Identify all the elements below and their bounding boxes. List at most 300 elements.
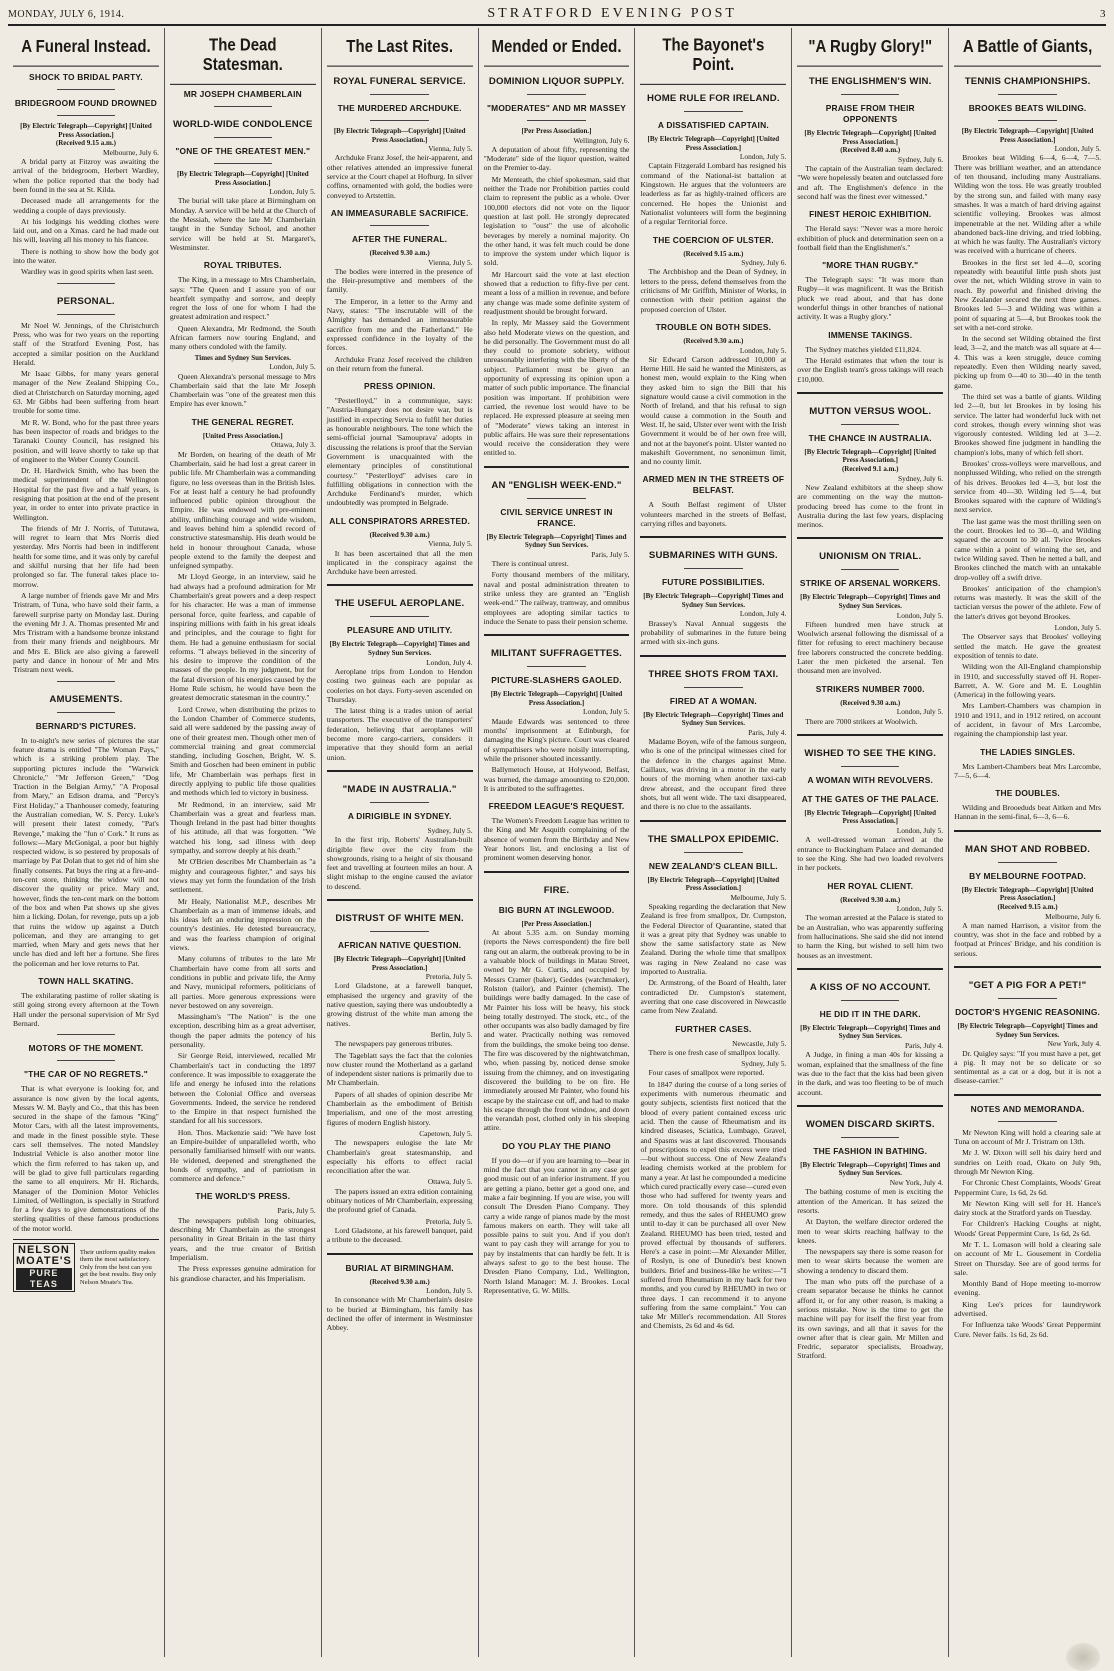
subheading: MILITANT SUFFRAGETTES.	[490, 648, 623, 660]
article-paragraph: Mr R. W. Bond, who for the past three years has been inspector of roads and bridges to the Taranaki County Council, has resigned his position, and will leave shortly to take up that of engineer to the Weber County Council.	[13, 417, 159, 464]
article-paragraph: Hon. Thos. Mackenzie said: "We have lost an Empire-builder of unparalleled worth, who personally familiarised himself with our wants. He widened, deepened and strengthened the bonds of sympathy, and of patriotism in commerce and defence."	[169, 1127, 316, 1184]
divider	[797, 968, 943, 970]
article-paragraph: The latest thing is a trades union of aerial transporters. The executive of the transporters' federation, believing that aeroplanes will become more cargo-carriers, considers it imperative that they should form an aerial union.	[326, 706, 473, 762]
wire-credit: [By Electric Telegraph—Copyright] [United Press Association.]	[333, 955, 466, 972]
page-number: 3	[1099, 8, 1106, 20]
wire-credit: (Received 8.40 a.m.)	[840, 146, 901, 155]
columns	[8, 28, 1106, 1657]
dateline: Melbourne, July 5.	[730, 892, 787, 902]
masthead	[8, 6, 1106, 26]
dateline: London, July 5.	[896, 826, 944, 836]
article-paragraph: The third set was a battle of giants. Wilding led 2—0, but let Brookes in by losing his service. The latter had wonderful luck with net cord strokes, though every winning shot was vigorously contested. Wilding led at 3—2. Brookes showed fine judgment in handling the champion's lobs, many of which fell short.	[954, 391, 1102, 457]
article-paragraph: The captain of the Australian team declared: "We were hopelessly beaten and outclassed fore and aft. The Englishmen's defence in the second half was the finest ever witnessed."	[797, 164, 944, 201]
article-paragraph: Mrs Lambert-Chambers was champion in 1910 and 1911, and in 1912 retired, on account of accident, in favour of Mrs Larcombe, regaining the championship last year.	[954, 701, 1102, 739]
divider	[684, 687, 742, 688]
wire-credit: (Received 9.15 a.m.)	[55, 139, 116, 148]
wire-credit: (Received 9.30 a.m.)	[369, 248, 430, 257]
divider	[57, 1034, 115, 1035]
subheading: "ONE OF THE GREATEST MEN."	[175, 146, 311, 156]
wire-credit: Times and Sydney Sun Services.	[194, 353, 291, 362]
article-paragraph: Mr Newton King will hold a clearing sale at Tuna on account of Mr J. Tristram on 13th.	[954, 1127, 1102, 1147]
column-headline: A Battle of Giants,	[954, 28, 1101, 67]
dateline: London, July 5.	[269, 187, 316, 197]
divider	[57, 283, 115, 284]
subheading: ARMED MEN IN THE STREETS OF BELFAST.	[642, 474, 785, 496]
subheading: TENNIS CHAMPIONSHIPS.	[964, 76, 1091, 87]
article-paragraph: There are 7000 strikers at Woolwich.	[805, 716, 918, 726]
subheading: BIG BURN AT INGLEWOOD.	[498, 904, 615, 915]
divider	[954, 966, 1101, 968]
article-paragraph: There is continual unrest.	[491, 559, 569, 569]
divider	[797, 537, 943, 539]
dateline: London, July 5.	[583, 707, 630, 717]
article-paragraph: Brookes in the first set led 4—0, scoring repeatedly with beautiful little push shots just over the net, which Wilding strove in vain to reach. By powerful and finished driving the New Zealander secured the next three games. Brookes led 5—3 and Wilding was within a point of squaring at 5—4, but Brookes took the set with a net-cord stroke.	[954, 257, 1102, 332]
subheading: WORLD-WIDE CONDOLENCE	[173, 119, 313, 130]
subheading: THE GENERAL REGRET.	[191, 416, 294, 427]
article-paragraph: It has been ascertained that all the men implicated in the conspiracy against the Archduke have been arrested.	[326, 548, 473, 577]
subheading: BROOKES BEATS WILDING.	[968, 103, 1087, 113]
article-paragraph: Mr Redmond, in an interview, said Mr Chamberlain was a great and fearless man. Though Ireland in the past had bitter thoughts of his attitude, all that was forgotten. "We watched his long, sad illness with deep sympathy, and sorrow deeply at his death."	[169, 799, 316, 856]
subheading: BY MELBOURNE FOOTPAD.	[969, 870, 1087, 881]
article-paragraph: The Herald says: "Never was a more heroic exhibition of pluck and determination seen on a football field than the Englishmen's."	[797, 224, 944, 252]
divider	[841, 424, 899, 425]
divider	[214, 106, 272, 107]
dateline: London, July 5.	[896, 610, 944, 620]
divider	[57, 115, 115, 116]
article-paragraph: A deputation of about fifty, representing the "Moderate" side of the liquor question, waited on the Premier to-day.	[483, 144, 630, 173]
subheading: AT THE GATES OF THE PALACE.	[801, 793, 939, 804]
dateline: Paris, July 4.	[748, 727, 787, 737]
wire-credit: [By Electric Telegraph—Copyright] [United Press Association.]	[647, 875, 780, 893]
subheading: THE DOUBLES.	[995, 788, 1060, 799]
dateline: Berlin, July 5.	[430, 1029, 473, 1039]
article-paragraph: The exhilarating pastime of roller skating is still going strong every afternoon at the Town Hall under the personal supervision of Mr Syd Bernard.	[13, 991, 159, 1028]
article-paragraph: Lord Gladstone, at his farewell banquet, paid a tribute to the deceased.	[326, 1225, 473, 1245]
divider	[484, 466, 630, 468]
subheading: BURIAL AT BIRMINGHAM.	[345, 1262, 454, 1273]
divider	[57, 314, 115, 315]
article-paragraph: The King, in a message to Mrs Chamberlain, says: "The Queen and I assure you of our heartfelt sympathy and sorrow, and deeply regret the loss of one for whom I had the greatest admiration and respect."	[169, 275, 316, 322]
dateline: Vienna, July 5.	[428, 539, 473, 549]
dateline: London, July 4.	[739, 609, 787, 619]
ad-copy: Their uniform quality makes them the most satisfactory. Only from the best can you get the best results. Buy only Nelson Moate's Tea.	[79, 1248, 157, 1286]
article-paragraph: Dr. H. Hardwick Smith, who has been the medical superintendent of the Wellington Hospital for the past five and a half years, is resigning that position at the end of the present year, in order to enter into private practice in Wellington.	[13, 466, 159, 522]
divider	[370, 802, 428, 803]
subheading: THE LADIES SINGLES.	[980, 746, 1076, 757]
divider	[57, 89, 115, 90]
subheading: "THE CAR OF NO REGRETS."	[23, 1069, 148, 1080]
ad-brand: NELSON MOATE'S	[16, 1243, 72, 1267]
article-paragraph: In to-night's new series of pictures the star feature drama is entitled "The Woman Pays," which is a striking problem play. The supporting pictures include the "Warwick Chronicle," "Mr Jefferson Green," "Dog Traction in the Belgian Army," "A Proposal from Mary," an Edison drama, and "Percy's First Holiday," a Thanhouser comedy, featuring the Australian comedian, W. S. Percy. Luke's will present their latest comedy, "Pat's Revenge," making the "fun o' Cork." It runs as follows:—Mary McGonigal, a poor but highly respected widow, is so pestered by proposals of marriage by Pat Dolan that to get rid of him she finally consents. Pat buys the ring at a fire-and-ten-cent store, thinking the widow will not discover the quality or price. Mary and, however, finds the ten-cent mark on the bottom of the box and when Pat shows up she gives him a licking. Dolan, for revenge, puts up a job that ruins the widow up against a Dutch policeman, and they are arranging to get married, when Mary and gets news that her uncle has died and left her a fortune. She fires the policeman and her love returns to Pat.	[13, 735, 159, 968]
article-paragraph: Mr Newton King will sell for H. Hance's dairy stock at the Stratford yards on Tuesday.	[954, 1198, 1102, 1218]
column-1	[8, 28, 165, 1657]
subheading: BRIDEGROOM FOUND DROWNED	[14, 98, 157, 108]
subheading: DISTRUST OF WHITE MEN.	[335, 913, 464, 924]
article-paragraph: In the first trip, Roberts' Australian-built dirigible flew over the city from the showgrounds, rising to a height of six thousand feet and travelling at fourteen miles an hour. A slight mishap to the engine caused the aviator to descend.	[326, 835, 473, 891]
dateline: Vienna, July 5.	[428, 257, 473, 267]
article-paragraph: In the second set Wilding obtained the first lead, 3—2, and the match was all square at 4—4. This was a keen struggle, deuce coming repeatedly. Even then Wilding nearly saved, picking up from 0—40 to 30—40 in the tenth game.	[954, 334, 1102, 390]
subheading: THE MURDERED ARCHDUKE.	[337, 103, 462, 113]
subheading: STRIKE OF ARSENAL WORKERS.	[799, 578, 941, 589]
article-paragraph: Wilding won the All-England championship in 1910, and successfully staved off H. Roper-Barrett, A. W. Gore and M. E. Loughlin (America) in the following years.	[954, 662, 1102, 700]
subheading: FREEDOM LEAGUE'S REQUEST.	[488, 801, 625, 812]
subheading: THE ENGLISHMEN'S WIN.	[808, 76, 932, 87]
article-paragraph: Archduke Franz Josef received the children on their return from the funeral.	[326, 354, 473, 373]
wire-credit: [By Electric Telegraph—Copyright] Times and Sydney Sun Services.	[800, 1023, 941, 1041]
wire-credit: (Received 9.1 a.m.)	[841, 465, 899, 474]
article-paragraph: Forty thousand members of the military, naval and postal administration threaten to strike unless they are granted an "English week-end." The railway, tramway, and omnibus employees are adopting similar tactics to induce the Senate to pass their pension scheme.	[483, 570, 630, 626]
divider	[327, 584, 473, 586]
wire-credit: [By Electric Telegraph—Copyright] Times and Sydney Sun Services.	[643, 710, 784, 728]
subheading: PRESS OPINION.	[364, 381, 436, 392]
dateline: Newcastle, July 5.	[732, 1038, 787, 1048]
subheading: AMUSEMENTS.	[49, 693, 123, 705]
wire-credit: (Received 9.30 a.m.)	[369, 1277, 430, 1286]
article-paragraph: Captain Fitzgerald Lombard has resigned his command of the National-ist battalion at Kingstown. He argues that the volunteers are leaderless as far as highly-trained officers are concerned. He hopes the Unionist and Nationalist volunteers will form the beginning of a regular Territorial force.	[640, 161, 787, 227]
dateline: Capetown, July 5.	[419, 1128, 473, 1138]
article-paragraph: The Archbishop and the Dean of Sydney, in letters to the press, defend themselves from the criticisms of Mr Griffith, Minister of Works, in connection with their petition against the proposed coercion of Ulster.	[640, 267, 787, 314]
article-paragraph: If you do—or if you are learning to—bear in mind the fact that you cannot in any case get good music out of an inferior instrument. If you are getting a piano, better get a good one, and make a fair beginning. If you are wise, you will consult The Dresden Piano Company. They carry a wide range of pianos made by the most famous makers on earth. They will take all possible pains to suit you. And if you don't want to pay cash they will arrange for you to pay by instalments that can hardly be felt. It is always safest to go to the best house. The Dresden Piano Company, Ltd., Wellington, North Island Manager: M. J. Brookes. Local Representative, G. W. Mills.	[483, 1155, 630, 1295]
article-paragraph: Mr Healy, Nationalist M.P., describes Mr Chamberlain as a man of immense ideals, and his ideas left an enduring impression on the country's destinies. He detested bureaucracy, and was the fearless champion of original views.	[169, 896, 316, 953]
divider	[684, 852, 742, 853]
wire-credit: [By Electric Telegraph—Copyright] Times and Sydney Sun Services.	[329, 640, 470, 658]
article-paragraph: The papers issued an extra edition containing obituary notices of Mr Chamberlain, expressing the profound grief of Canada.	[326, 1186, 473, 1215]
article-paragraph: A man named Harrison, a visitor from the country, was shot in the face and robbed by a footpad at Princes' Bridge, and his condition is serious.	[954, 920, 1102, 958]
wire-credit: [By Electric Telegraph—Copyright] [United Press Association.]	[804, 447, 937, 465]
article-paragraph: Aeroplane trips from London to Hendon costing two guineas each are popular as cooleries on hot days. Forty-seven ascended on Thursday.	[326, 666, 473, 704]
divider	[327, 770, 473, 772]
subheading: THE CHANCE IN AUSTRALIA.	[808, 432, 932, 443]
article-paragraph: The Women's Freedom League has written to the King and Mr Asquith complaining of the absence of women from the Birthday and New Year honors list, and enclosing a list of prominent women deserving honor.	[483, 816, 630, 863]
dateline: London, July 5.	[426, 1286, 473, 1296]
article-paragraph: Deceased made all arrangements for the wedding a couple of days previously.	[13, 196, 159, 215]
subheading: THREE SHOTS FROM TAXI.	[648, 668, 779, 680]
divider	[214, 163, 272, 164]
article-paragraph: The Telegraph says: "It was more than Rugby—it was magnificent. It was the British pluck we read about, and that has done wonderful things in other branches of national activity. It was a Rugby glory."	[797, 275, 944, 322]
article-paragraph: Lord Gladstone, at a farewell banquet, emphasised the urgency and gravity of the native question, saying there was undoubtedly a growing distrust of the white man among the natives.	[326, 981, 473, 1028]
article-paragraph: Dr. Armstrong, of the Board of Health, later contradicted Dr. Cumpston's statement, averring that one case discovered in Newcastle came from New Zealand.	[640, 978, 787, 1016]
divider	[841, 94, 899, 95]
subheading: MOTORS OF THE MOMENT.	[28, 1043, 144, 1054]
column-7	[949, 28, 1106, 1657]
divider	[841, 569, 899, 570]
divider	[57, 1060, 115, 1061]
dateline: Paris, July 5.	[591, 549, 630, 559]
subheading: BERNARD'S PICTURES.	[35, 720, 137, 731]
dateline: Sydney, July 5.	[427, 825, 473, 835]
article-paragraph: The newspapers eulogise the late Mr Chamberlain's great statesmanship, and especially his efforts to effect racial reconciliation after the war.	[326, 1138, 473, 1176]
subheading: PLEASURE AND UTILITY.	[346, 625, 453, 636]
article-paragraph: Fifteen hundred men have struck at Woolwich arsenal following the dismissal of a fitter for refusing to erect machinery because free laborers constructed the concrete bedding. Later the men picketed the arsenal. Ten thousand men are involved.	[797, 619, 944, 676]
article-paragraph: Brookes' cross-volleys were marvellous, and nonplussed Wilding, who relied on the strength of his drives. Brookes led 4—3, but lost the service from 40—30. Wilding led 5—4, but Brookes squared with the capture of Wilding's next service.	[954, 458, 1102, 515]
article-paragraph: The newspapers say there is some reason for men to wear skirts because the women are showing a tendency to discard them.	[797, 1247, 944, 1275]
article-paragraph: Lord Crewe, when distributing the prizes to the London Chamber of Commerce students, said all were saddened by the passing away of one of their greatest men. Though other men of commercial training and great commercial standing, including Goschen, Bright, W. S. Smith and Goschen had been eminent in public life, Mr Chamberlain was perhaps first in directly applying to public life those qualities and methods which led to victory in business.	[169, 704, 316, 798]
article-paragraph: The bodies were interred in the presence of the Heir-presumptive and members of the family.	[326, 266, 473, 295]
dateline: London, July 5.	[1054, 623, 1102, 633]
divider	[954, 830, 1101, 832]
article-paragraph: Brookes' anticipation of the champion's returns was masterly. It was the skill of the tactician versus the power of the athlete. Few of the latter's drives got beyond Brookes.	[954, 583, 1102, 621]
wire-credit: [By Electric Telegraph—Copyright] [United Press Association.]	[490, 690, 623, 707]
wire-credit: (Received 9.30 a.m.)	[369, 530, 430, 539]
dateline: Paris, July 4.	[904, 1041, 944, 1051]
article-paragraph: The woman arrested at the Palace is stated to be an Australian, who was apparently suffering from hallucinations. She said she did not intend to harm the King, but wished to sell him two houses as an investment.	[797, 913, 944, 960]
dateline: New York, July 4.	[1047, 1039, 1102, 1049]
divider	[998, 998, 1057, 999]
article-paragraph: Wardley was in good spirits when last seen.	[21, 267, 154, 277]
subheading: UNIONISM ON TRIAL.	[819, 551, 922, 563]
article-paragraph: Mr J. W. Dixon will sell his dairy herd and sundries on Leith road, Okato on July 9th, through Mr Newton King.	[954, 1148, 1102, 1176]
article-paragraph: In 1847 during the course of a long series of experiments with numerous rheumatic and gouty subjects, scientists first noticed that the blood of every patient contained excess uric acid. Then the cause of Rheumatism and its kindred diseases, Sciatica, Lumbago, Gravel, and Spasms was at last discovered. Thousands of prescriptions to expel this excess were tried—but without success. One of New Zealand's leading chemists worked at the problem for many a year. At last he compounded a medicine which cured practically every case—cured even those who had suffered for twenty years and more. On told thousands of this splendid remedy, and thus the sales of RHEUMO grew until to-day it can be purchased all over New Zealand. RHEUMO has been tried, tested and proved effectual by thousands of sufferers. Here's a case in point:—Mr Alexander Miller, of Roslyn, is one of Dunedin's best known builders. Brief and business-like he writes:—"I suffered from Rheumatism in my back for two months, and you cured by RHEUMO in two or three days. I can recommend it to anyone suffering from the same complaint." You can take Mr Miller's recommendation. All Stores and Chemists, 2s 6d and 4s 6d.	[640, 1079, 787, 1331]
divider	[57, 681, 115, 682]
wire-credit: [By Electric Telegraph—Copyright] Times and Sydney Sun Services.	[957, 1022, 1098, 1039]
subheading: DOCTOR'S HYGENIC REASONING.	[955, 1007, 1101, 1018]
article-paragraph: The friends of Mr J. Norris, of Tututawa, will regret to learn that Mrs Norris died yesterday. Mrs Norris had been in indifferent health for some time, and it was only by careful and skilful nursing that her life had been prolonged so far. The funeral takes place to-morrow.	[13, 523, 159, 589]
article-paragraph: Mrs Lambert-Chambers beat Mrs Larcombe, 7—5, 6—4.	[954, 761, 1102, 780]
column-2	[165, 28, 322, 1657]
subheading: A KISS OF NO ACCOUNT.	[809, 981, 931, 993]
issue-date: MONDAY, JULY 6, 1914.	[8, 9, 125, 20]
subheading: THE WORLD'S PRESS.	[195, 1191, 291, 1202]
divider	[797, 734, 943, 736]
subheading: TROUBLE ON BOTH SIDES.	[655, 321, 772, 332]
dateline: Sydney, July 5.	[741, 1059, 787, 1069]
divider	[527, 666, 585, 667]
article-paragraph: The last game was the most thrilling seen on the court. Brookes led to 30—0, and Wilding squared the account to 30 all. Twice Brookes came within a point of winning the set, and twice Wilding saved. Then he netted a ball, and Brookes clinched the match with an untakable drop-volley off a swift drive.	[954, 516, 1102, 582]
divider	[797, 1105, 943, 1107]
subheading: "MADE IN AUSTRALIA."	[342, 783, 457, 795]
article-paragraph: At Dayton, the welfare director ordered the men to wear skirts reaching halfway to the knees.	[797, 1217, 944, 1245]
article-paragraph: Brookes beat Wilding 6—4, 6—4, 7—5. There was brilliant weather, and an attendance of ten thousand, including many Australians. Wilding won the toss. He was greatly troubled by the strong sun, and failed with many easy smashes. It was a match of hard driving against scientific volleying. Brookes was almost impenetrable at the net. Wilding after a while abandoned back-line driving, and tried lobbing, at which he was faulty. The Australian's victory was received with a hurricane of cheers.	[954, 153, 1102, 256]
article-paragraph: The man who puts off the purchase of a cream separator because he thinks he cannot afford it, or for any other reason, is making a serious mistake. Now is the time to get the machine will pay for itself the first year from its own savings, and all that it saves for the owner after that is clear gain. Mr Millen and Fredric, separator specialists, Broadway, Stratford.	[797, 1277, 944, 1361]
article-paragraph: The newspapers publish long obituaries, describing Mr Chamberlain as the strongest personality in Great Britain in the last thirty years, and the true creator of British Imperialism.	[169, 1215, 316, 1262]
article-paragraph: Queen Alexandra, Mr Redmond, the South African farmers now touring England, and many others condoled with the family.	[169, 323, 316, 352]
article-paragraph: Dr. Quigley says: "If you must have a pet, get a pig. It may not be so delicate or so sentimental as a cat or a dog, but it is not a disease-carrier."	[954, 1048, 1102, 1086]
subheading: STRIKERS NUMBER 7000.	[815, 683, 925, 694]
divider	[998, 120, 1057, 121]
article-paragraph: Archduke Franz Josef, the heir-apparent, and other relatives attended an impressive funeral service at the Court chapel at Hofburg. In silver coffins, ornamented with gold, the bodies were conveyed to Artstettin.	[326, 153, 473, 200]
wire-credit: [By Electric Telegraph—Copyright] [United Press Association.]	[333, 127, 466, 144]
wire-credit: [By Electric Telegraph—Copyright] [United Press Association.]	[804, 808, 937, 826]
article-paragraph: A Judge, in fining a man 40s for kissing a woman, explained that the smallness of the fine was due to the fact that the kiss had been given in the dark, and was too fleeting to be of much account.	[797, 1050, 944, 1097]
wire-credit: (Received 9.15 a.m.)	[997, 902, 1058, 911]
subheading: TOWN HALL SKATING.	[38, 976, 134, 987]
article-paragraph: Mr Borden, on hearing of the death of Mr Chamberlain, said he had lost a great career in public life. Mr Chamberlain was a commanding figure, no less overseas than in the British Isles. For at least half a century he had profoundly influenced public opinion throughout the Empire. He was endowed with pre-eminent ability, unflinching courage and wide wisdom, and leaves behind him a splendid record of constructive statesmanship. His death would be held in honour throughout Canada, whose people extend to the family the deepest and unfeigned sympathy.	[169, 449, 316, 571]
divider	[640, 536, 786, 538]
divider	[640, 820, 786, 822]
dateline: Ottawa, July 5.	[427, 1177, 473, 1187]
dateline: Paris, July 5.	[277, 1206, 316, 1216]
divider	[640, 655, 786, 657]
article-paragraph: Madame Boyen, wife of the famous surgeon, who is one of the principal witnesses cited for the defence in the charges against Mme. Caillaux, was driving in a motor in the early hours of the morning when another taxi-cab drew abreast, and the occupant fired three shots, but all went wide. The taxi disappeared, and there is no clue to the assailants.	[640, 737, 787, 812]
subheading: MAN SHOT AND ROBBED.	[965, 843, 1091, 855]
subheading: CIVIL SERVICE UNREST IN FRANCE.	[500, 506, 613, 528]
dateline: New York, July 4.	[889, 1178, 944, 1188]
divider	[57, 712, 115, 713]
column-4	[479, 28, 636, 1657]
subheading: ROYAL TRIBUTES.	[203, 260, 282, 271]
wire-credit: [By Electric Telegraph—Copyright] [United Press Association.]	[647, 135, 780, 152]
subheading: A DISSATISFIED CAPTAIN.	[657, 120, 769, 130]
dateline: London, July 5.	[896, 707, 944, 717]
article-paragraph: There is nothing to show how the body got into the water.	[13, 246, 159, 266]
ad-logo	[13, 1243, 75, 1292]
article-paragraph: At about 5.35 a.m. on Sunday morning (reports the News correspondent) the fire bell rang out an alarm, the outbreak proving to be in a valuable block of buildings in Matau Street, owned by Mr G. Curtis, and occupied by Messrs Cramer (baker), Geddes (watchmaker), Rolston (tailor), and Painter (chemist). The buildings were badly damaged. In the case of Mr Painter his loss will be heavy, his stock being totally destroyed. The stock, etc., of the other occupants was also badly damaged by fire and water. Practically nothing was removed from the buildings, the smoke being too dense. The fire was discovered by the nightwatchman, who, when passing by, noticed dense smoke issuing from the chimney, and on investigating discovered the building to be on fire. He immediately aroused Mr Painter, who found his escape by the staircase cut off, and had to make his escape through the front window, and down the verandah post, clothed only in his sleeping attire.	[483, 928, 630, 1133]
subheading: HER ROYAL CLIENT.	[827, 880, 914, 891]
divider	[370, 225, 428, 226]
article-paragraph: Massingham's "The Nation" is the one exception, describing him as a great advertiser, though the paper admits the potency of his personality.	[169, 1012, 316, 1050]
wire-credit: [Per Press Association.]	[521, 127, 592, 135]
divider	[797, 392, 943, 394]
article-paragraph: Mr Noel W. Jennings, of the Christchurch Press, who was for two years on the reporting staff of the Stratford Evening Post, has accepted a similar position on the Auckland Herald.	[13, 320, 159, 367]
article-paragraph: In reply, Mr Massey said the Government also held Moderate views on the question, and he did personally. The Government must do all they could to promote sobriety, without unreasonably interfering with the liberty of the subject. Parliament must be given an opportunity of expressing its opinion upon a matter of such public importance. The financial position was important. If prohibition were carried, the revenue lost would have to be replaced. He expressed pleasure at seeing men of "Moderate" views taking an interest in public affairs. He was sure their representations would receive the consideration they were entitled to.	[483, 318, 630, 458]
article-paragraph: The Emperor, in a letter to the Army and Navy, states: "The inscrutable will of the Almighty has demanded an immeasurable sacrifice from me and the Fatherland." He expressed confidence in the loyalty of the forces.	[326, 296, 473, 353]
dateline: London, July 5.	[739, 345, 787, 355]
wire-credit: [By Electric Telegraph—Copyright] [United Press Association.]	[20, 122, 152, 139]
subheading: SUBMARINES WITH GUNS.	[648, 550, 778, 562]
subheading: DOMINION LIQUOR SUPPLY.	[488, 76, 625, 87]
article-paragraph: At his lodgings his wedding clothes were laid out, and on a Xmas. card he had made out his will, leaving all his money to his fiancee.	[13, 216, 159, 245]
dateline: Sydney, July 6.	[898, 473, 944, 483]
subheading: AN IMMEASURABLE SACRIFICE.	[330, 207, 469, 218]
subheading: "MORE THAN RUGBY."	[822, 260, 919, 271]
subheading: IMMENSE TAKINGS.	[828, 329, 913, 340]
divider	[484, 634, 630, 636]
article-paragraph: Monthly Band of Hope meeting to-morrow evening.	[954, 1279, 1102, 1298]
wire-credit: [By Electric Telegraph—Copyright] Times and Sydney Sun Services.	[486, 532, 627, 550]
dateline: London, July 4.	[426, 657, 473, 667]
subheading: A WOMAN WITH REVOLVERS.	[807, 774, 934, 785]
article-paragraph: There is one fresh case of smallpox locally.	[648, 1047, 780, 1057]
divider	[527, 94, 585, 95]
subheading: DO YOU PLAY THE PIANO	[502, 1140, 611, 1151]
article-paragraph: Maude Edwards was sentenced to three months' imprisonment at Edinburgh, for damaging the King's picture. Court was cleared of sympathisers who were noisily interrupting, while the prisoner shouted incessantly.	[483, 716, 630, 763]
subheading: WISHED TO SEE THE KING.	[804, 747, 937, 759]
divider	[527, 498, 585, 499]
divider	[214, 137, 272, 138]
article-paragraph: For Influenza take Woods' Great Peppermint Cure. Never fails. 1s 6d, 2s 6d.	[954, 1320, 1102, 1339]
article-paragraph: Mr T. L. Lomason will hold a clearing sale on account of Mr L. Gousement in Cordelia Street on Thursday. See are of good terms for sale.	[954, 1239, 1102, 1277]
article-paragraph: The Tageblatt says the fact that the colonies now cluster round the Motherland as a garland of independent sister nations is primarily due to Mr Chamberlain.	[326, 1050, 473, 1088]
article-paragraph: A bridal party at Fitzroy was awaiting the arrival of the bridegroom, Herbert Wardley, when the police reported that the body had been found in the sea at St. Kilda.	[13, 157, 159, 194]
article-paragraph: New Zealand exhibitors at the sheep show are commenting on the way the mutton-producing breed has come to the front in Australia during the last few years, displacing merinos.	[797, 482, 944, 530]
subheading: FIRE.	[543, 884, 570, 896]
dateline: London, July 5.	[269, 362, 316, 372]
divider	[370, 120, 428, 121]
ad-product: PURE TEAS	[16, 1268, 72, 1290]
column-headline: The Last Rites.	[327, 28, 473, 67]
article-paragraph: That is what everyone is looking for, and assurance is now given by the local agents, Messrs W. M. Bayly and Co., that this has been secured in the shape of the famous "King" Motor Cars, with all the latest improvements, and made in the finest possible style. These cars sell themselves. The noted Mandsley Industrial Vehicle is also another motor line which the firm referred to has taken up, and will be glad to give full particulars regarding the same to all enquirers. Mr H. Richards, Manager of the Dominion Motor Vehicles Limited, of Wellington, is specially in Stratford for a few days to give demonstrations of the sterling qualities of these famous productions of the motor world.	[13, 1084, 159, 1233]
dateline: Sydney, July 6.	[898, 154, 944, 164]
column-headline: The Dead Statesman.	[170, 28, 316, 85]
wire-credit: (Received 9.30 a.m.)	[840, 895, 901, 904]
wire-credit: [By Electric Telegraph—Copyright] Times and Sydney Sun Services.	[800, 593, 941, 610]
divider	[954, 1094, 1101, 1096]
divider	[841, 1137, 899, 1138]
wire-credit: [By Electric Telegraph—Copyright] Times and Sydney Sun Services.	[643, 592, 784, 609]
wire-credit: [United Press Association.]	[202, 431, 283, 440]
subheading: PERSONAL.	[57, 295, 115, 307]
subheading: "GET A PIG FOR A PET!"	[968, 980, 1087, 992]
article-paragraph: Mr O'Brien describes Mr Chamberlain as "a mighty and courageous fighter," and says his views may yet form the foundation of the Irish settlement.	[169, 857, 316, 895]
subheading: NEW ZEALAND'S CLEAN BILL.	[648, 860, 778, 871]
article-paragraph: Wilding and Brooeduds beat Aitken and Mrs Hannan in the semi-final, 6—3, 6—6.	[954, 803, 1102, 822]
column-headline: The Bayonet's Point.	[640, 28, 786, 85]
article-paragraph: The Sydney matches yielded £11,824.	[805, 344, 922, 354]
divider	[327, 899, 473, 901]
article-paragraph: For Chronic Chest Complaints, Woods' Great Peppermint Cure, 1s 6d, 2s 6d.	[954, 1178, 1102, 1197]
column-headline: A Funeral Instead.	[13, 28, 159, 67]
subheading: AFTER THE FUNERAL.	[352, 233, 448, 244]
column-5	[635, 28, 792, 1657]
column-headline: Mended or Ended.	[484, 28, 630, 67]
article-paragraph: In consonance with Mr Chamberlain's desire to be buried at Birmingham, his family has declined the offer of interment in Westminster Abbey.	[326, 1295, 473, 1333]
wire-credit: [By Electric Telegraph—Copyright] [United Press Association.]	[961, 127, 1094, 144]
subheading: THE COERCION OF ULSTER.	[652, 234, 774, 245]
dateline: Pretoria, July 5.	[425, 972, 473, 982]
subheading: FURTHER CASES.	[675, 1023, 752, 1034]
article-paragraph: A South Belfast regiment of Ulster volunteers marched in the streets of Belfast, carrying rifles and bayonets.	[640, 500, 787, 528]
subheading: FINEST HEROIC EXHIBITION.	[809, 209, 932, 220]
article-paragraph: The Herald estimates that when the tour is over the English team's gross takings will reach £10,000.	[797, 355, 944, 384]
dateline: Melbourne, July 6.	[1045, 911, 1102, 921]
dateline: London, July 5.	[739, 152, 787, 162]
article-paragraph: Many columns of tributes to the late Mr Chamberlain have come from all sorts and conditions in public and private life, the Army and Navy, municipal reformers, politicians of all parties. More generous expressions were never bestowed on any sovereign.	[169, 954, 316, 1010]
article-paragraph: A large number of friends gave Mr and Mrs Tristram, of Tuna, who have sold their farm, a farewell surprise party on Monday last. During the evening Mr J. A. Thomas presented Mr and Mrs Tristram with a handsome bronze inkstand from their many friends and neighbours. Mr and Mrs E. Blick are also giving a farewell party and dance in honour of Mr and Mrs Tristram next week.	[13, 590, 159, 675]
divider	[841, 766, 899, 767]
subheading: THE USEFUL AEROPLANE.	[334, 598, 465, 610]
article-paragraph: Four cases of smallpox were reported.	[648, 1068, 765, 1078]
dateline: Pretoria, July 5.	[425, 1216, 473, 1226]
tea-advertisement	[13, 1239, 159, 1292]
dateline: Melbourne, July 6.	[103, 147, 159, 157]
subheading: "MODERATES" AND MR MASSEY	[486, 103, 627, 113]
subheading: THE SMALLPOX EPIDEMIC.	[647, 833, 779, 845]
divider	[841, 1000, 899, 1001]
column-3	[322, 28, 479, 1657]
subheading: PRAISE FROM THEIR OPPONENTS	[825, 103, 915, 124]
wire-credit: (Received 9.30 a.m.)	[683, 336, 744, 345]
subheading: NOTES AND MEMORANDA.	[970, 1103, 1085, 1114]
article-paragraph: The bathing costume of men is exciting the attention of the American. It has seized the resorts.	[797, 1187, 944, 1215]
article-paragraph: The Press expresses genuine admiration for his grandiose character, and his Imperialism.	[169, 1264, 316, 1283]
wire-credit: (Received 9.30 a.m.)	[840, 698, 901, 707]
subheading: ALL CONSPIRATORS ARRESTED.	[329, 515, 471, 526]
divider	[684, 568, 742, 569]
wire-credit: [Per Press Association.]	[521, 919, 592, 928]
subheading: SHOCK TO BRIDAL PARTY.	[29, 72, 143, 82]
paper-title: STRATFORD EVENING POST	[487, 6, 737, 21]
article-paragraph: Sir Edward Carson addressed 10,000 at Herne Hill. He said he wanted the Ministers, as honest men, would explain to the King when they asked him to sign the Bill that his signature would cause a civil commotion in the North of Ireland, and that his refusal to sign would cause a commotion in the South and West. If, he said, Ulster ever went with the Irish Government it would be of her own free will, and not at the bayonet's point. Ulster wanted no makeshift Government, no senonimun limit, and no county limit.	[640, 354, 787, 467]
subheading: THE FASHION IN BATHING.	[813, 1145, 928, 1156]
article-paragraph: Speaking regarding the declaration that New Zealand is free from smallpox, Dr. Cumpston, the Federal Director of Quarantine, stated that it was a great pity that Sydney was unable to show the same satisfactory state as New Zealand. During the whole time that smallpox was raging in New Zealand no case was imported to Australia.	[640, 902, 787, 977]
subheading: FUTURE POSSIBILITIES.	[661, 577, 765, 588]
article-paragraph: Brassey's Naval Annual suggests the probability of submarines in the future being armed with six-inch guns.	[640, 618, 787, 647]
article-paragraph: King Lee's prices for laundrywork advertised.	[954, 1299, 1102, 1319]
article-paragraph: A well-dressed woman arrived at the entrance to Buckingham Palace and demanded to see the King. She had two loaded revolvers in her pockets.	[797, 835, 944, 873]
divider	[484, 871, 630, 873]
article-paragraph: Sir George Reid, interviewed, recalled Mr Chamberlain's tact in conducting the 1897 conference. It was impossible to exaggerate the life and energy he infused into the relations between the Colonial Office and overseas Governments. Indeed, the service he rendered to the Empire in that respect furnished the standard for all his successors.	[169, 1051, 316, 1126]
article-paragraph: Papers of all shades of opinion describe Mr Chamberlain as the embodiment of British Imperialism, and one of the most arresting figures of modern English history.	[326, 1089, 473, 1127]
wire-credit: [By Electric Telegraph—Copyright] [United Press Association.]	[176, 170, 309, 187]
article-paragraph: The Observer says that Brookes' volleying settled the match. He gave the greatest exposition of tennis to date.	[954, 632, 1102, 660]
subheading: HOME RULE FOR IRELAND.	[646, 93, 780, 104]
article-paragraph: Mr Harcourt said the vote at last election showed that a reduction to fifty-five per cent. meant a loss of a million in revenue, and before any change was made some definite system of readjustment should be brought forward.	[483, 269, 630, 316]
subheading: PICTURE-SLASHERS GAOLED.	[491, 675, 622, 686]
article-paragraph: Mr Lloyd George, in an interview, said he had always had a profound admiration for Mr Chamberlain's great powers and a deep respect for his character. He was a man of immense personal force, quite fearless, and capable of inspiring millions with faith in his great ideals and principles, and the courage to fight for them. He had a genuine enthusiasm for social reforms. "I always believed in the sincerity of his desire to improve the condition of the masses of the people. In my judgment, but for the fatal diversion of his energies caused by the Home Rule schism, he would have been the greatest democratic statesman in the country."	[169, 572, 316, 703]
article-paragraph: Mr Menteath, the chief spokesman, said that neither the Trade nor Prohibition parties could claim to represent the public as a whole. Over 100,000 electors did not vote on the liquor question at last poll. He strongly deprecated legislation to "oust" the use of alcoholic beverages by merely a nominal majority. On the other hand, it was felt much could be done to improve the system under which liquor is sold.	[483, 174, 630, 268]
subheading: A DIRIGIBLE IN SYDNEY.	[347, 810, 452, 821]
dateline: Sydney, July 6.	[741, 258, 787, 268]
